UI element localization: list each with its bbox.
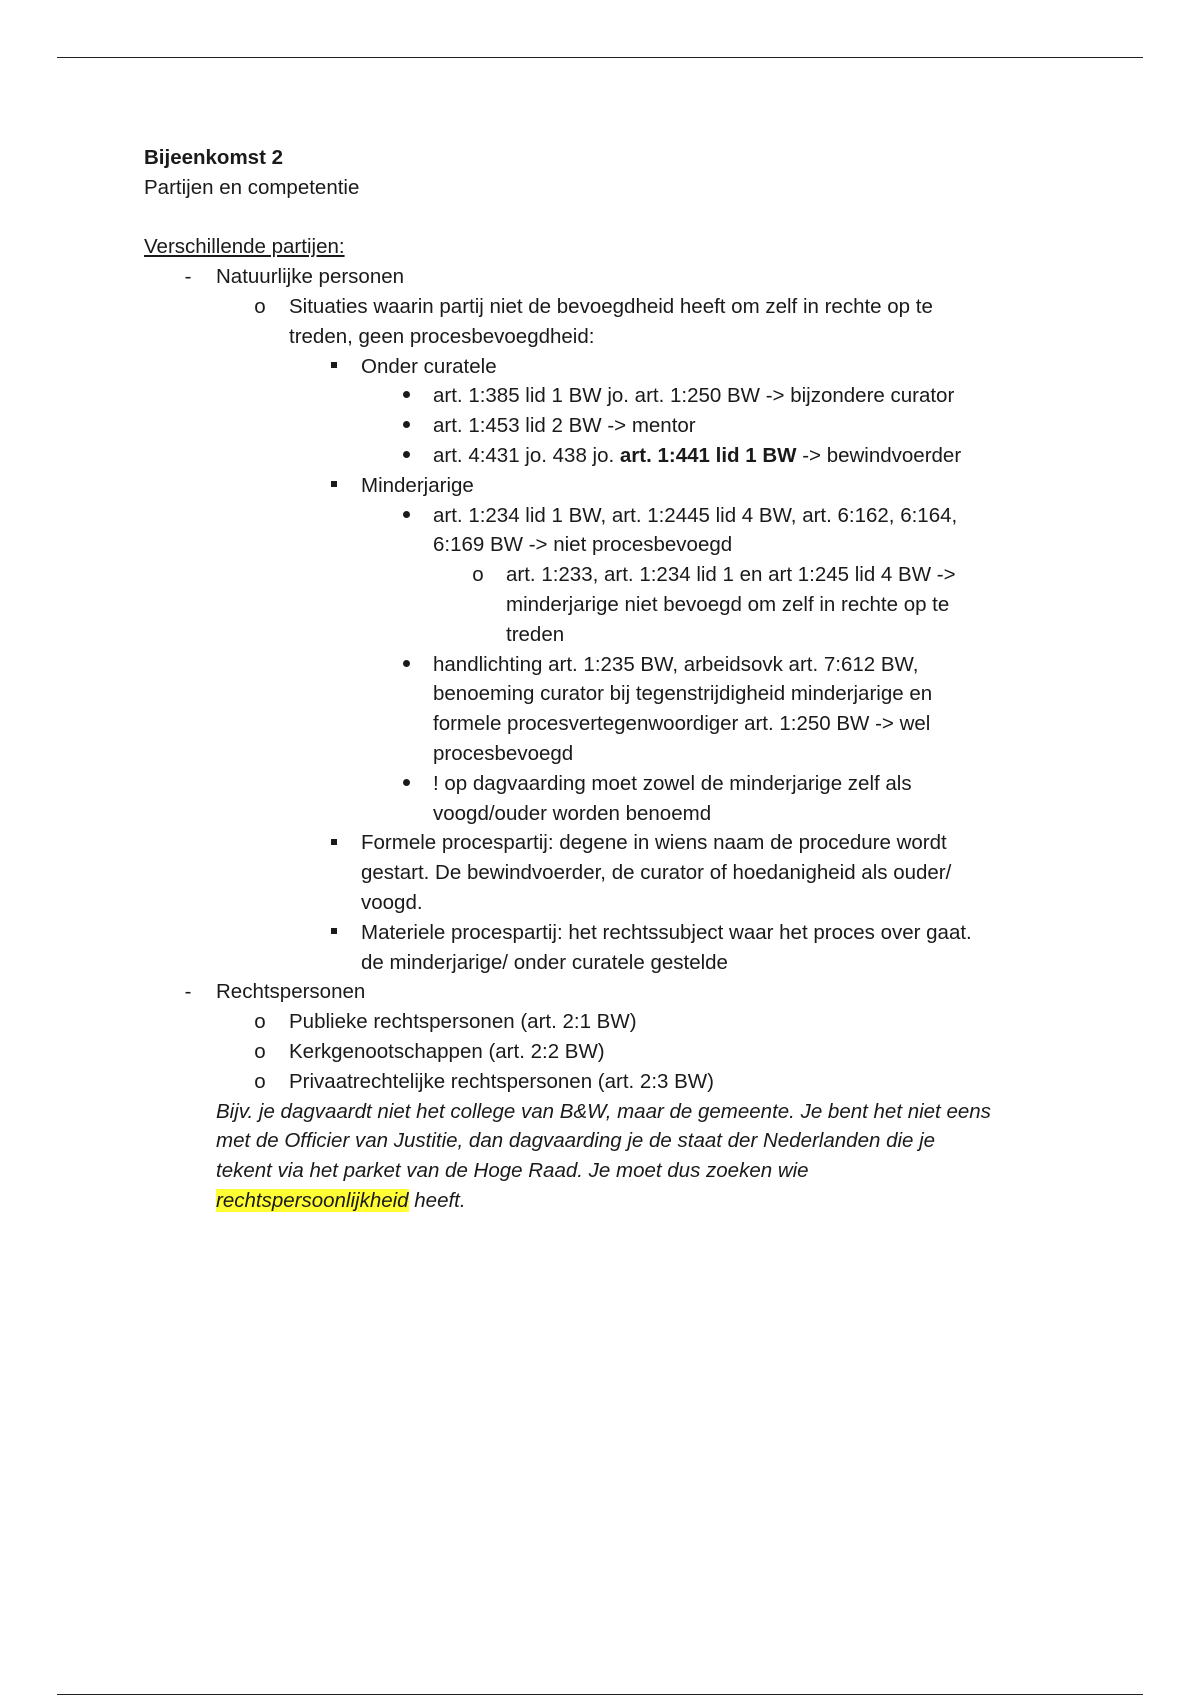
list-item-text: formele procesvertegenwoordiger art. 1:250 BW -> wel (433, 712, 931, 736)
dash-bullet: - (184, 265, 192, 289)
list-item-label: Minderjarige (361, 473, 474, 497)
square-bullet (324, 918, 344, 948)
square-bullet (324, 828, 344, 858)
list-item-label: Onder curatele (361, 354, 497, 378)
spacer (144, 203, 1084, 233)
document-title: Bijeenkomst 2 (144, 146, 283, 169)
list-item-text: art. 1:233, art. 1:234 lid 1 en art 1:245 lid 4 BW -> (506, 563, 956, 587)
list-item (144, 560, 1084, 649)
list-item-text: ! op dagvaarding moet zowel de minderjarige zelf als (433, 771, 912, 795)
list-item-materiele-procespartij (144, 918, 1084, 978)
note-line: tekent via het parket van de Hoge Raad. Je moet dus zoeken wie (216, 1159, 809, 1183)
circle-bullet: o (254, 294, 266, 318)
list-item-text: art. 1:385 lid 1 BW jo. art. 1:250 BW -> bijzondere curator (433, 384, 955, 408)
list-item (144, 1007, 1084, 1037)
note-line: Bijv. je dagvaardt niet het college van B&W, maar de gemeente. Je bent het niet eens (216, 1099, 991, 1123)
circle-bullet: o (254, 1010, 266, 1034)
list-item-label: Natuurlijke personen (216, 265, 405, 289)
list-item (144, 1067, 1084, 1097)
square-bullet (324, 352, 344, 382)
list-item-text (433, 441, 1084, 471)
list-item-text: Kerkgenootschappen (art. 2:2 BW) (289, 1039, 605, 1063)
list-item-text: voogd. (361, 890, 423, 914)
list-item (144, 441, 1084, 471)
dot-bullet (396, 441, 416, 471)
example-note (144, 1097, 1084, 1216)
dash-bullet: - (184, 980, 192, 1004)
footer-rule (57, 1694, 1143, 1695)
list-item-text: Publieke rechtspersonen (art. 2:1 BW) (289, 1010, 637, 1034)
list-item-text: minderjarige niet bevoegd om zelf in rechte op te (506, 592, 950, 616)
dot-bullet (396, 769, 416, 799)
circle-bullet: o (254, 1039, 266, 1063)
document-body (144, 143, 1084, 1216)
list-item-text: benoeming curator bij tegenstrijdigheid minderjarige en (433, 682, 933, 706)
list-item-text: Formele procespartij: degene in wiens naam de procedure wordt (361, 831, 947, 855)
list-item (144, 769, 1084, 829)
list-item-rechtspersonen (144, 977, 1084, 1007)
list-item (144, 650, 1084, 769)
list-item-text: gestart. De bewindvoerder, de curator of hoedanigheid als ouder/ (361, 861, 952, 885)
list-item-label: Rechtspersonen (216, 980, 366, 1004)
list-item-text: procesbevoegd (433, 741, 574, 765)
list-item-situaties (144, 292, 1084, 352)
list-item (144, 411, 1084, 441)
dot-bullet (396, 411, 416, 441)
text-run: heeft. (408, 1188, 466, 1212)
text-run: art. 4:431 jo. 438 jo. (433, 443, 620, 467)
list-item-text: treden, geen procesbevoegdheid: (289, 324, 595, 348)
section-heading: Verschillende partijen: (144, 235, 345, 259)
highlighted-term: rechtspersoonlijkheid (216, 1188, 409, 1212)
bold-reference: art. 1:441 lid 1 BW (619, 443, 797, 467)
note-line (216, 1186, 1084, 1216)
list-item (144, 381, 1084, 411)
list-item-onder-curatele (144, 352, 1084, 382)
list-item-text: 6:169 BW -> niet procesbevoegd (433, 533, 733, 557)
list-item-minderjarige (144, 471, 1084, 501)
dot-bullet (396, 501, 416, 531)
list-item-text: Privaatrechtelijke rechtspersonen (art. 2:3 BW) (289, 1069, 714, 1093)
list-item-text: Situaties waarin partij niet de bevoegdheid heeft om zelf in rechte op te (289, 294, 933, 318)
circle-bullet: o (472, 563, 484, 587)
dot-bullet (396, 650, 416, 680)
header-rule (57, 57, 1143, 58)
list-item-text: Materiele procespartij: het rechtssubject waar het proces over gaat. (361, 920, 972, 944)
square-bullet (324, 471, 344, 501)
text-run: -> bewindvoerder (796, 443, 962, 467)
note-line: met de Officier van Justitie, dan dagvaarding je de staat der Nederlanden die je (216, 1129, 936, 1153)
list-item-natuurlijke-personen (144, 262, 1084, 292)
list-item-text: de minderjarige/ onder curatele gestelde (361, 950, 728, 974)
list-item-text: voogd/ouder worden benoemd (433, 801, 712, 825)
list-item-text: treden (506, 622, 565, 646)
dot-bullet (396, 381, 416, 411)
list-item (144, 501, 1084, 561)
list-item-text: art. 1:453 lid 2 BW -> mentor (433, 414, 696, 438)
circle-bullet: o (254, 1069, 266, 1093)
list-item-text: handlichting art. 1:235 BW, arbeidsovk art. 7:612 BW, (433, 652, 919, 676)
list-item-formele-procespartij (144, 828, 1084, 917)
list-item-text: art. 1:234 lid 1 BW, art. 1:2445 lid 4 BW, art. 6:162, 6:164, (433, 503, 958, 527)
list-item (144, 1037, 1084, 1067)
document-subtitle: Partijen en competentie (144, 175, 360, 199)
